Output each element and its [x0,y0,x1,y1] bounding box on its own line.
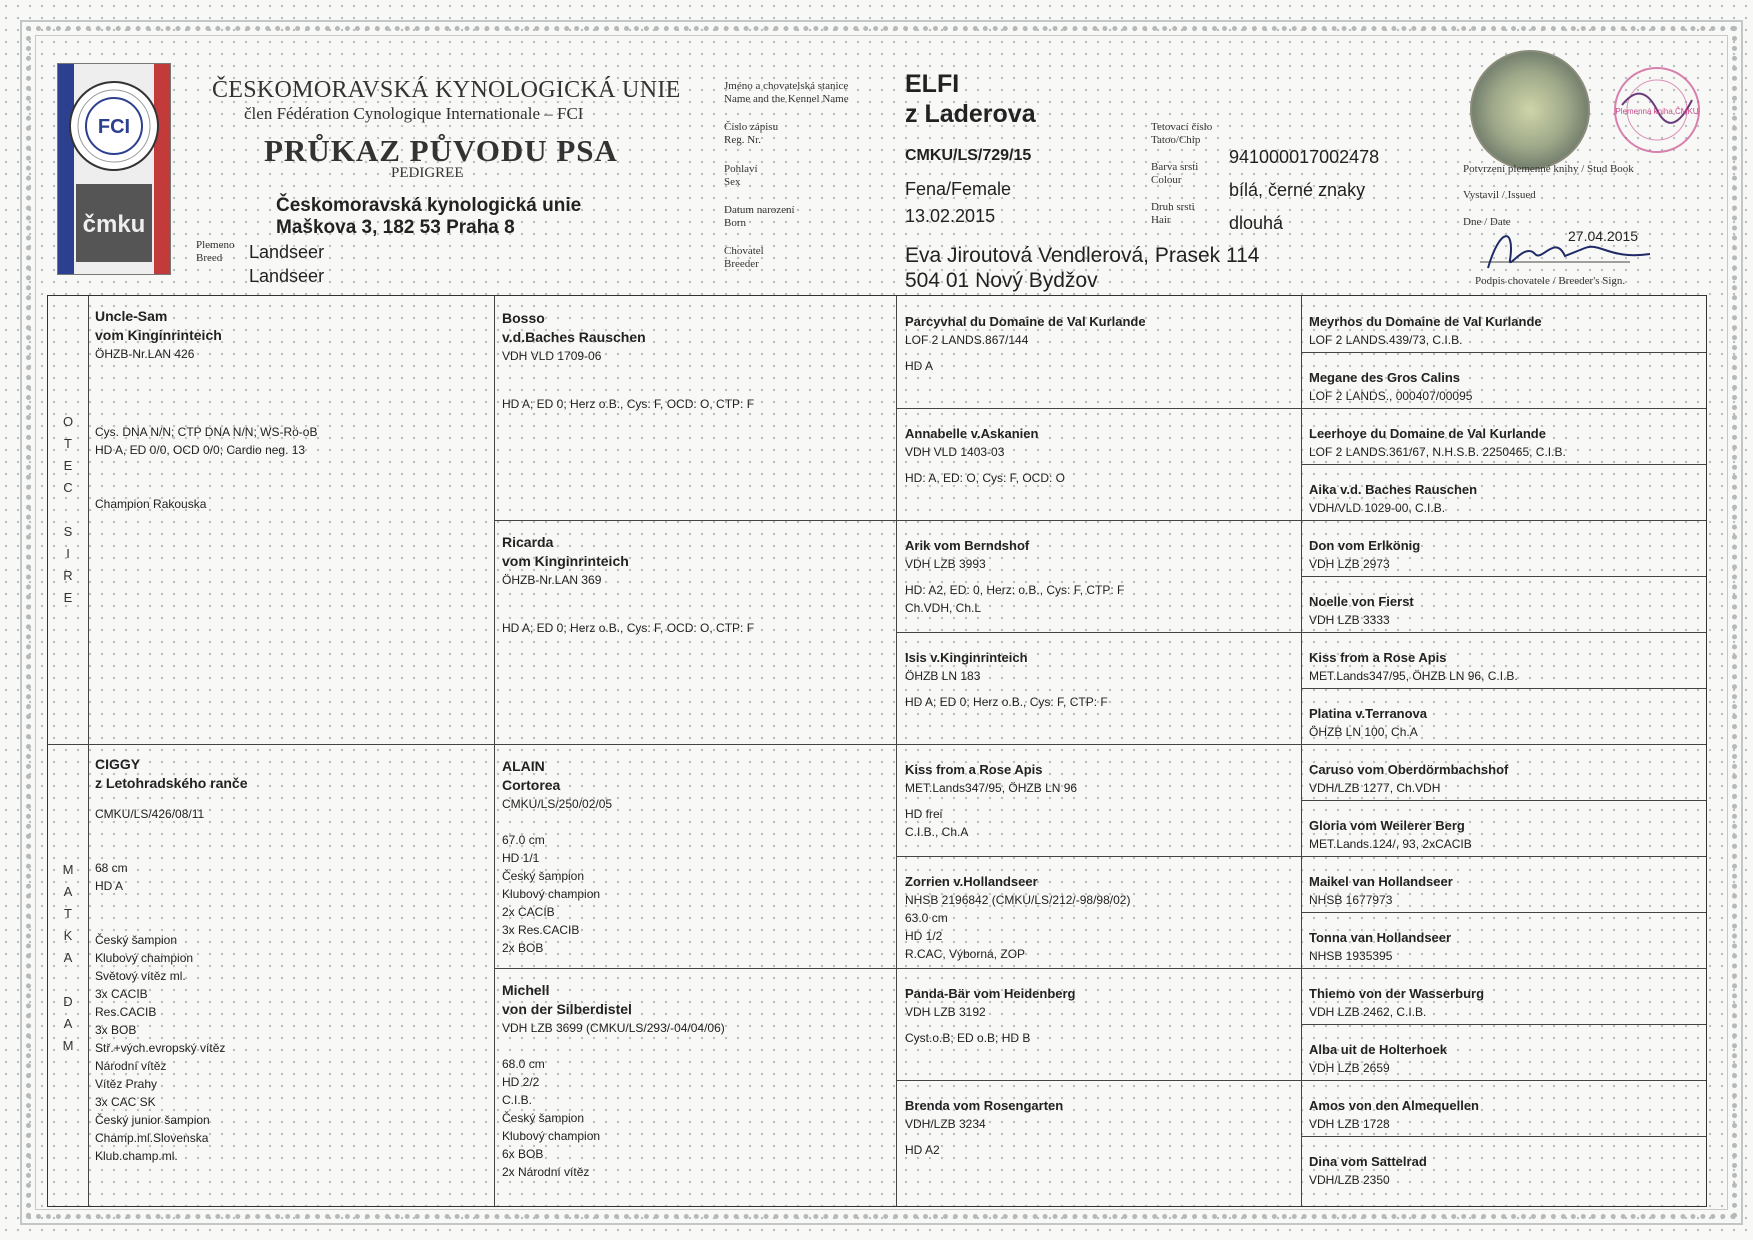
breed-value-2: Landseer [249,266,325,286]
dam-side-label: M A T K A D A M [62,862,74,1053]
gen4-cell-8: Platina v.Terranova ÖHZB LN 100, Ch.A [1309,706,1428,739]
org-name: ČESKOMORAVSKÁ KYNOLOGICKÁ UNIE [212,77,681,103]
gen4-cell-11: Maikel van Hollandseer NHSB 1677973 [1309,874,1453,907]
gen4-cell-2: Megane des Gros Calins LOF 2 LANDS., 000407/00095 [1309,370,1473,403]
reg-number: CMKU/LS/729/15 [905,147,1032,164]
hologram-stamp-icon [1470,50,1590,170]
gen4-cell-9: Caruso vom Oberdörmbachshof VDH/LZB 1277, Ch.VDH [1309,762,1509,795]
reg-label-en: Reg. Nr. [724,134,761,146]
address-line-2: Maškova 3, 182 53 Praha 8 [276,217,515,238]
breed-label-cz: Plemeno [196,239,235,251]
chip-value: 941000017002478 [1229,147,1380,167]
colour-label-cz: Barva srsti [1151,161,1199,173]
sex-label [724,163,758,189]
dog-name-line-2: z Laderova [905,100,1036,128]
gen4-cell-4: Aika v.d. Baches Rauschen VDH/VLD 1029-00, C.I.B. [1309,482,1478,515]
dam-kennel: z Letohradského ranče [95,775,248,791]
sire-dam-divider [48,744,1706,745]
gen3-cell-8: Brenda vom Rosengarten VDH/LZB 3234 HD A2 [905,1098,1064,1157]
studbook-label: Potvrzení plemenné knihy / Stud Book [1463,163,1634,175]
signature [1460,222,1670,280]
colour-label [1151,161,1198,187]
gen4-cell-3: Leerhoye du Domaine de Val Kurlande LOF 2 LANDS.361/67, N.H.S.B. 2250465, C.I.B. [1309,426,1566,459]
born-label [724,204,795,230]
hair-label-en: Hair [1151,214,1171,226]
gen3-cell-1: Parcyvhal du Domaine de Val Kurlande LOF 2 LANDS.867/144 HD A [905,314,1146,373]
hair-label [1151,201,1195,227]
name-label [724,80,849,106]
address-line-1: Českomoravská kynologická unie [276,195,582,216]
breeder-label [724,245,764,271]
issue-date: 27.04.2015 [1568,228,1639,244]
gen2-cell-3: ALAIN Cortorea CMKU/LS/250/02/05 67.0 cm HD 1/1 Český šampion Klubový champion 2x CACIB 3x Res.CACIB 2x BOB [502,758,613,955]
gen3-cell-2: Annabelle v.Askanien VDH VLD 1403-03 HD: A, ED: O, Cys: F, OCD: O [905,426,1066,485]
gen4-cell-5: Don vom Erlkönig VDH LZB 2973 [1309,538,1421,571]
studbook-stamp [1612,50,1702,170]
colour-label-en: Colour [1151,174,1182,186]
date-label: Dne / Date [1463,216,1511,228]
sire-kennel: vom Kinginrinteich [95,327,222,343]
org-address [276,195,581,239]
pedigree-table [47,295,1707,1207]
name-label-en: Name and the Kennel Name [724,93,849,105]
breeder-label-en: Breeder [724,258,759,270]
chip-label [1151,121,1212,147]
dam-hd: HD A [95,879,124,893]
dam-reg: CMKU/LS/426/08/11 [95,807,205,821]
dog-name [905,69,1036,129]
name-label-cz: Jméno a chovatelská stanice [724,80,849,92]
gen2-cell-4: Michell von der Silberdistel VDH LZB 3699 (CMKU/LS/293/-04/04/06) 68.0 cm HD 2/2 C.I.B. Český šampion Klubový champion 6x BOB 2x Národní vítěz [502,982,725,1179]
born-value: 13.02.2015 [905,206,996,226]
gen3-cell-4: Isis v.Kinginrinteich ÖHZB LN 183 HD A; ED 0; Herz o.B., Cys: F, CTP: F [905,650,1108,709]
sire-cell [95,307,485,513]
chip-label-cz: Tetovací číslo [1151,121,1213,133]
sire-health-2: HD A, ED 0/0, OCD 0/0; Cardio neg. 13 [95,443,306,457]
gen4-cell-6: Noelle von Fierst VDH LZB 3333 [1309,594,1414,627]
gen4-cell-15: Amos von den Almequellen VDH LZB 1728 [1309,1098,1479,1131]
sire-reg: ÖHZB-Nr.LAN 426 [95,347,195,361]
gen2-cell-1: Bosso v.d.Baches Rauschen VDH VLD 1709-06 HD A; ED 0; Herz o.B., Cys: F, OCD: O, CTP: F [502,310,755,411]
breed-label-en: Breed [196,252,223,264]
svg-text:FCI: FCI [97,116,131,138]
sex-value: Fena/Female [905,179,1012,199]
dam-cell [95,755,485,1165]
gen4-cell-10: Gloria vom Weilerer Berg MET.Lands.124/, 93, 2xCACIB [1309,818,1472,851]
sire-side-label: O T E C S I R E [62,414,74,605]
reg-label-cz: Číslo zápisu [724,121,779,133]
gen4-cell-16: Dina vom Sattelrad VDH/LZB 2350 [1309,1154,1427,1187]
dam-titles: Český šampion Klubový champion Světový vítěz ml. 3x CACIB Res.CACIB 3x BOB Stř.+vých.evropský vítěz Národní vítěz Vítěz Prahy 3x CAC SK Český junior šampion Champ.ml.Slovenska Klub.champ.ml. [95,933,226,1163]
fci-membership: člen Fédération Cynologique Internationale – FCI [244,104,584,123]
document-title: PRŮKAZ PŮVODU PSA [264,133,618,168]
sire-name: Uncle-Sam [95,308,168,324]
cmku-fci-logo [57,63,171,275]
gen3-cell-7: Panda-Bär vom Heidenberg VDH LZB 3192 Cyst.o.B; ED o.B; HD B [905,986,1076,1045]
document-subtitle: PEDIGREE [391,165,464,181]
breed-value-1: Landseer [249,242,325,262]
hair-value: dlouhá [1229,213,1284,233]
fci-logo-icon [58,64,170,274]
red-stamp-icon [1612,50,1702,170]
gen3-cell-5: Kiss from a Rose Apis MET.Lands347/95, ÖHZB LN 96 HD frei C.I.B., Ch.A [905,762,1078,839]
gen4-cell-14: Alba uit de Holterhoek VDH LZB 2659 [1309,1042,1447,1075]
born-label-cz: Datum narození [724,204,795,216]
dog-name-line-1: ELFI [905,70,960,98]
breed-value [249,240,324,288]
breeder-line-2: 504 01 Nový Bydžov [905,269,1098,292]
sire-title: Champion Rakouska [95,497,207,511]
gen4-cell-12: Tonna van Hollandseer NHSB 1935395 [1309,930,1452,963]
colour-value: bílá, černé znaky [1229,180,1366,200]
gen3-cell-6: Zorrien v.Hollandseer NHSB 2196842 (CMKU/LS/212/-98/98/02) 63.0 cm HD 1/2 R.CAC, Výborná, ZOP [905,874,1131,961]
chip-label-en: Tatoo/Chip [1151,134,1201,146]
breeder-value [905,243,1260,293]
dam-height: 68 cm [95,861,128,875]
gen3-cell-3: Arik vom Berndshof VDH LZB 3993 HD: A2, ED: 0, Herz: o.B., Cys: F, CTP: F Ch.VDH, Ch.L [905,538,1125,615]
issued-label: Vystavil / Issued [1463,189,1536,201]
svg-text:čmku: čmku [82,211,146,238]
sex-label-cz: Pohlaví [724,163,758,175]
svg-text:Plemenná kniha ČMKU: Plemenná kniha ČMKU [1615,107,1699,116]
dam-name: CIGGY [95,756,141,772]
gen2-cell-2: Ricarda vom Kinginrinteich ÖHZB-Nr.LAN 369 HD A; ED 0; Herz o.B., Cys: F, OCD: O, CTP: F [502,534,755,635]
gen4-cell-1: Meyrhos du Domaine de Val Kurlande LOF 2 LANDS.439/73, C.I.B. [1309,314,1542,347]
sire-health-1: Cys. DNA N/N; CTP DNA N/N; WS-Rö-oB [95,425,318,439]
gen4-cell-13: Thiemo von der Wasserburg VDH LZB 2462, C.I.B. [1309,986,1485,1019]
breed-label [196,239,235,265]
gen4-cell-7: Kiss from a Rose Apis MET.Lands347/95, ÖHZB LN 96, C.I.B. [1309,650,1518,683]
sex-label-en: Sex [724,176,741,188]
hair-label-cz: Druh srsti [1151,201,1195,213]
breeder-label-cz: Chovatel [724,245,764,257]
reg-label [724,121,778,147]
breeder-sign-label: Podpis chovatele / Breeder's Sign. [1475,275,1626,287]
born-label-en: Born [724,217,746,229]
breeder-line-1: Eva Jiroutová Vendlerová, Prasek 114 [905,244,1260,267]
signature-icon [1460,222,1670,280]
